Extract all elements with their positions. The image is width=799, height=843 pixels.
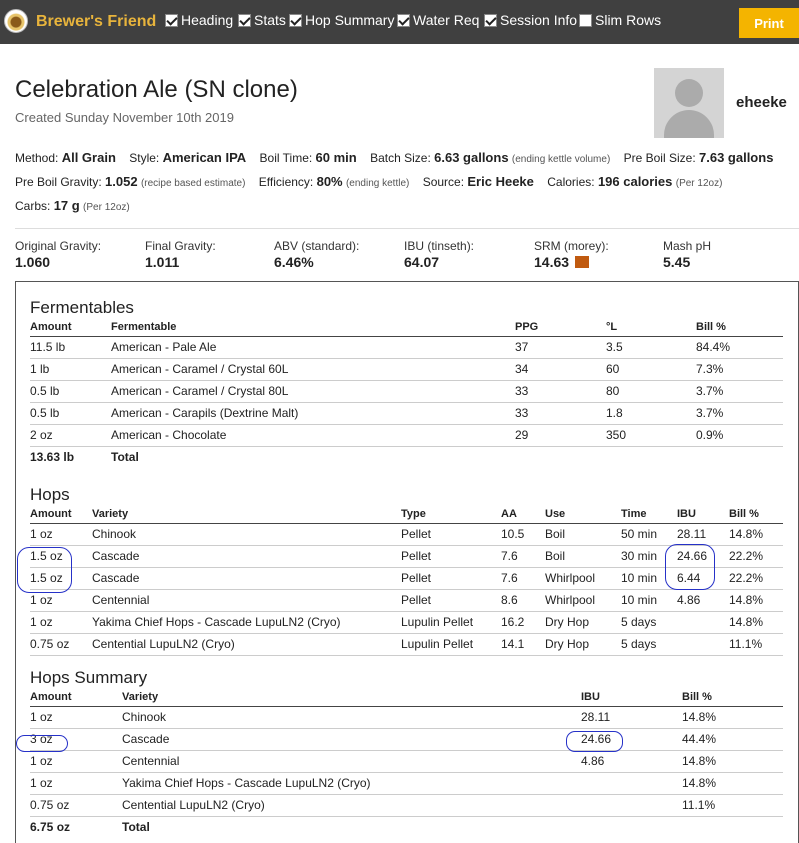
recipe-title: Celebration Ale (SN clone) — [15, 76, 298, 103]
batch-size-value: 6.63 gallons — [434, 150, 509, 165]
cell: 22.2% — [729, 545, 783, 567]
cell: 1 oz — [30, 589, 92, 611]
stat-value: 1.060 — [15, 254, 51, 270]
option-label: Session Info — [500, 12, 578, 28]
stat-value: 5.45 — [663, 254, 691, 270]
pre-boil-size-label: Pre Boil Size: — [623, 151, 696, 165]
column-header: AA — [501, 506, 545, 523]
efficiency-label: Efficiency: — [258, 175, 314, 189]
method-value: All Grain — [61, 150, 116, 165]
cell: 6.44 — [677, 567, 729, 589]
stat-label: Final Gravity: — [145, 239, 216, 253]
hops-summary-title: Hops Summary — [30, 668, 148, 687]
cell: Centennial — [92, 589, 401, 611]
cell: 3.7% — [696, 402, 783, 424]
cell: 11.1% — [729, 633, 783, 655]
cell: 37 — [515, 336, 606, 358]
cell: 1 oz — [30, 611, 92, 633]
column-header: Bill % — [682, 689, 783, 706]
cell: 350 — [606, 424, 696, 446]
cell: Pellet — [401, 545, 501, 567]
cell: 3.7% — [696, 380, 783, 402]
annotation-circle-hop-amounts — [17, 547, 72, 593]
column-header: Amount — [30, 319, 111, 336]
cell: Pellet — [401, 567, 501, 589]
column-header: Type — [401, 506, 501, 523]
stat-value — [534, 254, 609, 270]
cell: 33 — [515, 380, 606, 402]
efficiency-value: 80% — [316, 174, 343, 189]
column-header: Variety — [92, 506, 401, 523]
cell — [581, 772, 682, 794]
cell: 14.8% — [729, 589, 783, 611]
option-label: Water Req — [413, 12, 480, 28]
cell: 10.5 — [501, 523, 545, 545]
water-req-checkbox[interactable] — [397, 14, 410, 27]
column-header: Bill % — [696, 319, 783, 336]
cell: 1 oz — [30, 750, 122, 772]
style-label: Style: — [129, 151, 160, 165]
meta-line-2 — [15, 174, 732, 189]
table-row — [30, 633, 783, 655]
cell: Lupulin Pellet — [401, 611, 501, 633]
cell: 84.4% — [696, 336, 783, 358]
stat-mash-ph — [663, 239, 711, 270]
cell: American - Carapils (Dextrine Malt) — [111, 402, 515, 424]
option-session-info[interactable] — [484, 12, 577, 28]
annotation-circle-hop-ibu — [665, 544, 715, 590]
column-header: IBU — [677, 506, 729, 523]
table-row — [30, 523, 783, 545]
efficiency-note: (ending kettle) — [345, 178, 410, 189]
carbs-note: (Per 12oz) — [83, 202, 130, 213]
hops-summary-table — [30, 689, 783, 838]
cell: 30 min — [621, 545, 677, 567]
meta-line-1 — [15, 150, 783, 165]
column-header: IBU — [581, 689, 682, 706]
table-row — [30, 336, 783, 358]
cell — [677, 633, 729, 655]
stat-label: Mash pH — [663, 239, 712, 253]
hop-summary-checkbox[interactable] — [289, 14, 302, 27]
cell: 5 days — [621, 633, 677, 655]
cell: Boil — [545, 545, 621, 567]
cell: Centential LupuLN2 (Cryo) — [122, 794, 581, 816]
cell: Boil — [545, 523, 621, 545]
cell: Centennial — [122, 750, 581, 772]
option-label: Slim Rows — [595, 12, 662, 28]
table-row — [30, 611, 783, 633]
option-slim-rows[interactable] — [579, 12, 661, 28]
cell: 29 — [515, 424, 606, 446]
cell: 14.8% — [729, 523, 783, 545]
hops-title: Hops — [30, 485, 70, 504]
table-header-row — [30, 689, 783, 706]
option-heading[interactable] — [165, 12, 233, 28]
table-header-row — [30, 319, 783, 336]
cell: Whirlpool — [545, 567, 621, 589]
cell: 60 — [606, 358, 696, 380]
cell: 14.8% — [682, 750, 783, 772]
column-header: Amount — [30, 689, 122, 706]
cell: 34 — [515, 358, 606, 380]
stat-abv — [274, 239, 359, 270]
fermentables-title: Fermentables — [30, 298, 134, 317]
boil-time-value: 60 min — [315, 150, 357, 165]
stat-ibu — [404, 239, 474, 270]
cell: 33 — [515, 402, 606, 424]
cell: 0.5 lb — [30, 402, 111, 424]
cell: Pellet — [401, 589, 501, 611]
cell: Whirlpool — [545, 589, 621, 611]
option-label: Hop Summary — [305, 12, 395, 28]
stat-label: Original Gravity: — [15, 239, 102, 253]
cell: 11.1% — [682, 794, 783, 816]
fermentables-table — [30, 319, 783, 468]
annotation-circle-summary-amount — [16, 735, 68, 752]
cell: Chinook — [92, 523, 401, 545]
srm-value: 14.63 — [534, 254, 570, 270]
column-header: Amount — [30, 506, 92, 523]
cell: 1.8 — [606, 402, 696, 424]
stat-value: 1.011 — [145, 254, 180, 270]
cell: 1 oz — [30, 772, 122, 794]
stat-og — [15, 239, 101, 270]
cell: Pellet — [401, 523, 501, 545]
divider — [15, 228, 799, 229]
total-amount: 6.75 oz — [30, 820, 71, 835]
cell: 44.4% — [682, 728, 783, 750]
calories-label: Calories: — [547, 175, 595, 189]
stat-label: IBU (tinseth): — [404, 239, 475, 253]
table-row — [30, 424, 783, 446]
table-row — [30, 589, 783, 611]
cell: 4.86 — [581, 750, 682, 772]
cell: 24.66 — [677, 545, 729, 567]
cell: 14.8% — [729, 611, 783, 633]
cell: Yakima Chief Hops - Cascade LupuLN2 (Cryo) — [122, 772, 581, 794]
cell: 11.5 lb — [30, 336, 111, 358]
print-button[interactable]: Print — [739, 8, 799, 38]
cell: 0.9% — [696, 424, 783, 446]
style-value: American IPA — [162, 150, 247, 165]
cell: 3 oz — [30, 728, 122, 750]
stats-checkbox[interactable] — [238, 14, 251, 27]
stat-value: 6.46% — [274, 254, 314, 270]
cell: American - Caramel / Crystal 80L — [111, 380, 515, 402]
cell: 1.5 oz — [30, 545, 92, 567]
created-date: Created Sunday November 10th 2019 — [15, 110, 234, 125]
table-header-row — [30, 506, 783, 523]
option-water-req[interactable] — [397, 12, 479, 28]
heading-checkbox[interactable] — [165, 14, 178, 27]
table-row — [30, 380, 783, 402]
cell: Dry Hop — [545, 611, 621, 633]
cell: 1 oz — [30, 523, 92, 545]
cell: American - Caramel / Crystal 60L — [111, 358, 515, 380]
cell — [581, 794, 682, 816]
cell: Dry Hop — [545, 633, 621, 655]
total-label: Total — [122, 820, 150, 835]
boil-time-label: Boil Time: — [259, 151, 313, 165]
brand-name[interactable]: Brewer's Friend — [36, 13, 157, 30]
cell: 1 lb — [30, 358, 111, 380]
stat-label: ABV (standard): — [274, 239, 360, 253]
annotation-circle-summary-ibu — [566, 731, 623, 752]
cell: 7.3% — [696, 358, 783, 380]
slim-rows-checkbox[interactable] — [579, 14, 592, 27]
cell: 0.75 oz — [30, 794, 122, 816]
source-value: Eric Heeke — [467, 174, 534, 189]
cell: 14.1 — [501, 633, 545, 655]
cell: 2 oz — [30, 424, 111, 446]
cell: 1 oz — [30, 706, 122, 728]
table-row — [30, 772, 783, 794]
cell: 10 min — [621, 567, 677, 589]
pre-boil-gravity-note: (recipe based estimate) — [140, 178, 246, 189]
stat-value: 64.07 — [404, 254, 440, 270]
carbs-label: Carbs: — [15, 199, 51, 213]
pre-boil-size-value: 7.63 gallons — [699, 150, 774, 165]
column-header: PPG — [515, 319, 606, 336]
option-stats[interactable] — [238, 12, 286, 28]
table-row — [30, 728, 783, 750]
cell: 10 min — [621, 589, 677, 611]
table-row — [30, 402, 783, 424]
calories-value: 196 calories — [597, 174, 673, 189]
column-header: Variety — [122, 689, 581, 706]
stat-label: SRM (morey): — [534, 239, 609, 253]
column-header: °L — [606, 319, 696, 336]
cell: 8.6 — [501, 589, 545, 611]
cell: Cascade — [92, 567, 401, 589]
stat-srm — [534, 239, 609, 270]
table-row — [30, 750, 783, 772]
cell: 3.5 — [606, 336, 696, 358]
avatar[interactable] — [654, 68, 724, 138]
cell: 7.6 — [501, 545, 545, 567]
pre-boil-gravity-label: Pre Boil Gravity: — [15, 175, 102, 189]
stat-fg — [145, 239, 216, 270]
total-row — [30, 816, 783, 838]
cell: Cascade — [92, 545, 401, 567]
cell: 4.86 — [677, 589, 729, 611]
cell: Chinook — [122, 706, 581, 728]
cell: 24.66 — [581, 728, 682, 750]
option-hop-summary[interactable] — [289, 12, 394, 28]
pre-boil-gravity-value: 1.052 — [105, 174, 138, 189]
cell: 1.5 oz — [30, 567, 92, 589]
column-header: Bill % — [729, 506, 783, 523]
source-label: Source: — [422, 175, 465, 189]
column-header: Fermentable — [111, 319, 515, 336]
table-row — [30, 794, 783, 816]
cell: 22.2% — [729, 567, 783, 589]
cell: 0.5 lb — [30, 380, 111, 402]
option-label: Stats — [254, 12, 286, 28]
batch-size-note: (ending kettle volume) — [511, 154, 611, 165]
avatar-body-icon — [664, 110, 714, 138]
cell: 14.8% — [682, 706, 783, 728]
cell: 7.6 — [501, 567, 545, 589]
cell: Centential LupuLN2 (Cryo) — [92, 633, 401, 655]
cell: 14.8% — [682, 772, 783, 794]
total-amount: 13.63 lb — [30, 450, 75, 465]
cell: American - Chocolate — [111, 424, 515, 446]
option-label: Heading — [181, 12, 234, 28]
total-row — [30, 446, 783, 468]
cell: 5 days — [621, 611, 677, 633]
cell: Cascade — [122, 728, 581, 750]
cell — [677, 611, 729, 633]
username[interactable]: eheeke — [736, 94, 787, 111]
meta-line-3 — [15, 198, 140, 213]
method-label: Method: — [15, 151, 59, 165]
carbs-value: 17 g — [53, 198, 80, 213]
cell: 28.11 — [581, 706, 682, 728]
batch-size-label: Batch Size: — [370, 151, 431, 165]
cell: Lupulin Pellet — [401, 633, 501, 655]
cell: 80 — [606, 380, 696, 402]
avatar-head-icon — [675, 79, 703, 107]
column-header: Time — [621, 506, 677, 523]
total-label: Total — [111, 450, 139, 465]
calories-note: (Per 12oz) — [675, 178, 723, 189]
cell: 16.2 — [501, 611, 545, 633]
cell: 28.11 — [677, 523, 729, 545]
column-header: Use — [545, 506, 621, 523]
top-toolbar — [0, 0, 799, 44]
cell: 50 min — [621, 523, 677, 545]
session-info-checkbox[interactable] — [484, 14, 497, 27]
table-row — [30, 358, 783, 380]
table-row — [30, 706, 783, 728]
cell: Yakima Chief Hops - Cascade LupuLN2 (Cryo) — [92, 611, 401, 633]
cell: American - Pale Ale — [111, 336, 515, 358]
brewers-friend-logo-icon[interactable] — [4, 9, 28, 33]
cell: 0.75 oz — [30, 633, 92, 655]
srm-color-swatch-icon — [575, 256, 589, 268]
